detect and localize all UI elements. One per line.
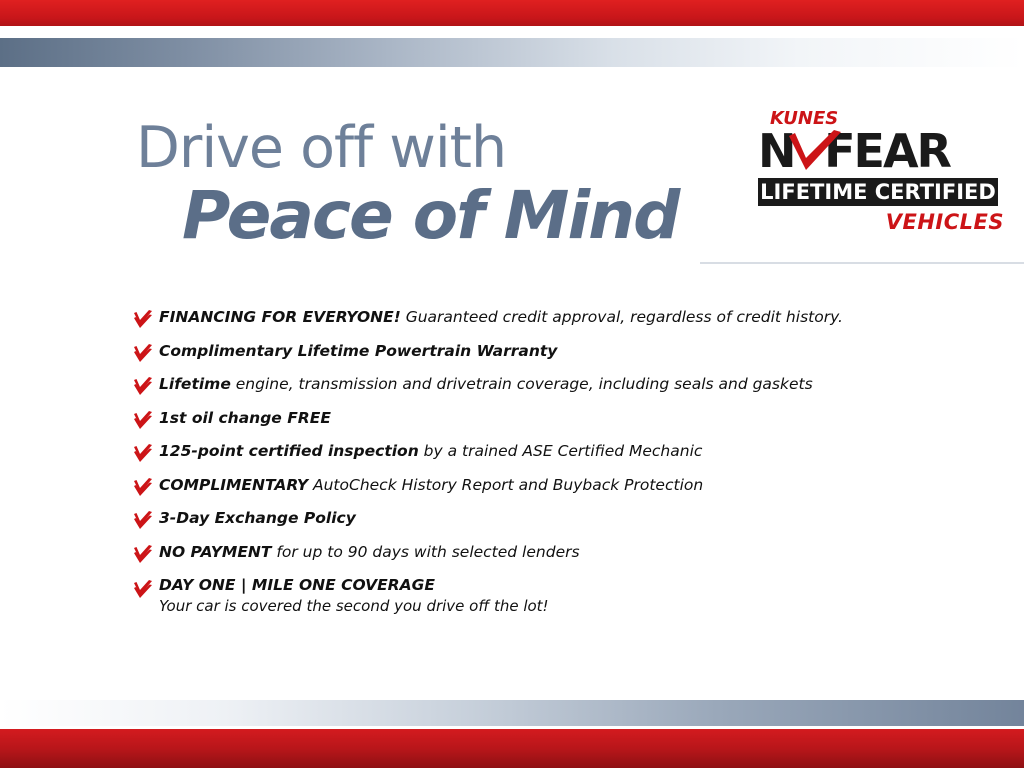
check-mark-icon [133,511,153,529]
list-item-rest: Guaranteed credit approval, regardless of credit history. [400,308,843,326]
list-item-bold: DAY ONE | MILE ONE COVERAGE [159,576,435,594]
list-item-rest: engine, transmission and drivetrain coverage, including seals and gaskets [230,375,813,393]
top-red-band [0,0,1024,32]
list-item-text [159,543,580,562]
list-item [133,576,933,615]
list-item-text [159,509,356,528]
list-item [133,476,933,496]
check-mark-icon [133,478,153,496]
list-item-rest: AutoCheck History Report and Buyback Protection [308,475,704,494]
list-item-text [159,375,813,394]
list-item-rest: by a trained ASE Certified Mechanic [418,442,703,460]
list-item-bold: NO PAYMENT [159,542,272,561]
list-item-bold: FINANCING FOR EVERYONE! [159,308,401,326]
list-item-text [159,342,557,361]
list-item-bold: COMPLIMENTARY [159,475,309,494]
list-item-bold: Complimentary Lifetime Powertrain Warranty [159,341,558,360]
logo-brand-text: KUNES [770,108,839,129]
benefits-list [133,308,933,629]
list-item [133,375,933,395]
check-mark-icon [133,377,153,395]
headline [136,115,776,254]
list-item-subtext: Your car is covered the second you drive off the lot! [159,597,549,616]
list-item [133,342,933,362]
check-mark-icon [133,310,153,328]
list-item [133,409,933,429]
list-item-bold: 125-point certified inspection [159,442,419,460]
check-mark-icon [786,130,844,176]
list-item-bold: 1st oil change FREE [159,408,331,427]
check-mark-icon [133,545,153,563]
list-item [133,509,933,529]
list-item-text [159,476,703,495]
check-mark-icon [133,444,153,462]
headline-line-1: Drive off with [136,115,507,181]
list-item-rest: for up to 90 days with selected lenders [271,542,580,561]
list-item-text [159,409,331,428]
list-item-bold: Lifetime [159,375,231,393]
headline-divider [700,262,1024,264]
bottom-gray-band [0,700,1024,726]
list-item [133,308,933,328]
bottom-red-band [0,729,1024,768]
list-item [133,442,933,462]
check-mark-icon [133,344,153,362]
logo-banner-text: LIFETIME CERTIFIED [758,178,998,206]
logo-main-left: N [758,124,795,178]
check-mark-icon [133,580,153,598]
top-gray-band [0,38,1024,70]
list-item-text [159,576,435,594]
logo-sub-text: VEHICLES [885,210,1004,234]
check-mark-icon [133,411,153,429]
logo-main-right: FEAR [824,124,950,178]
list-item-bold: 3-Day Exchange Policy [159,509,356,527]
list-item-text [159,442,702,461]
list-item [133,543,933,563]
no-fear-logo [758,108,1006,246]
headline-line-2: Peace of Mind [182,177,679,254]
list-item-text [159,308,843,327]
